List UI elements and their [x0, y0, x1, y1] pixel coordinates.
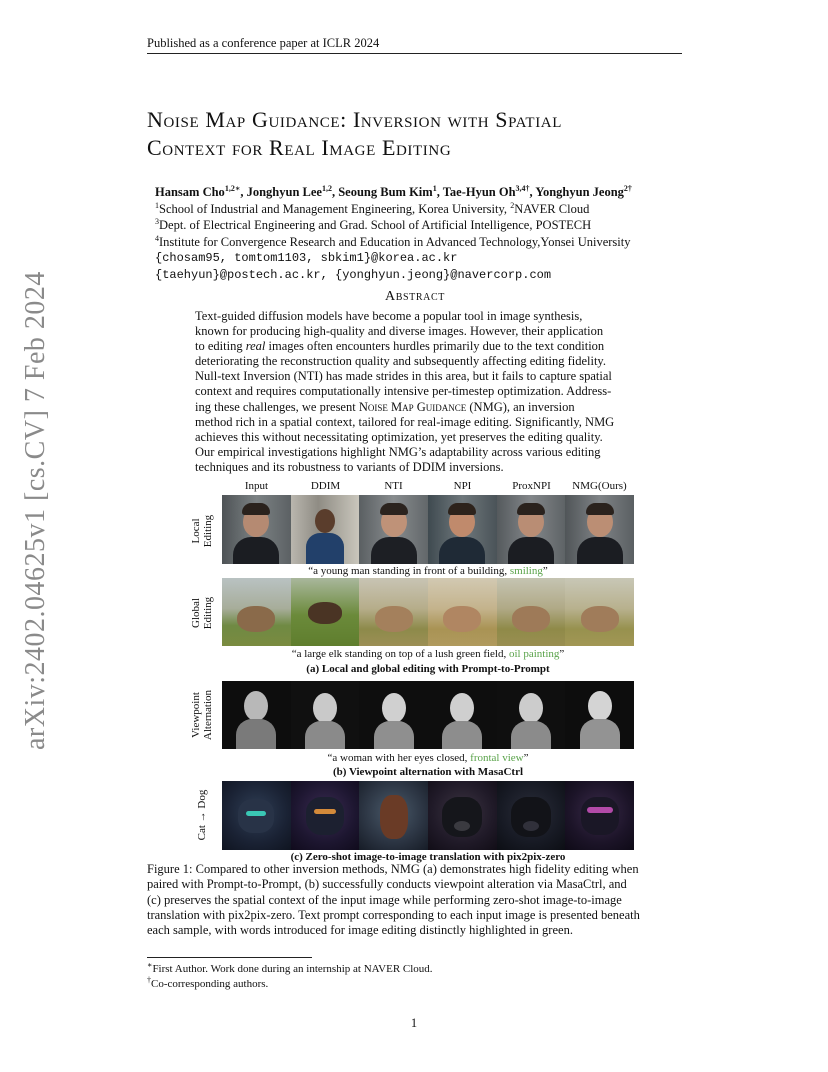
result-image-input [222, 781, 291, 850]
author-name: Seoung Bum Kim [338, 185, 433, 199]
footnotes [147, 962, 433, 992]
result-image-proxnpi [497, 495, 566, 564]
footnote-rule [147, 957, 312, 958]
abstract-line: known for producing high-quality and diverse images. However, their application [195, 324, 604, 339]
abstract-line: to editing real images often encounters hurdles primarily due to the text condition [195, 339, 605, 354]
column-header: NPI [453, 480, 472, 492]
abstract-line: Our empirical investigations highlight NMG’s adaptability across various editing [195, 444, 601, 459]
affiliation-3: $^4$Institute for Convergence Research and Education in Advanced Technology,Yonsei University [155, 233, 631, 249]
result-image-input [222, 681, 291, 749]
caption-line: Figure 1: Compared to other inversion methods, NMG (a) demonstrates high fidelity editing when [147, 862, 639, 876]
result-image-nti [359, 681, 428, 749]
arxiv-identifier: arXiv:2402.04625v1 [cs.CV] 7 Feb 2024 [20, 271, 51, 750]
result-image-input [222, 578, 291, 646]
abstract-line: techniques and its robustness to variants of DDIM inversions. [195, 459, 504, 474]
author-name: Yonghyun Jeong [535, 185, 624, 199]
footnote-corresponding: †Co-corresponding authors. [147, 975, 269, 990]
prompt-local: “a young man standing in front of a building, smiling” [308, 565, 548, 577]
caption-line: each sample, with words introduced for image editing distinctly highlighted in green. [147, 923, 573, 938]
image-row-global-editing [222, 578, 634, 646]
column-header: NMG(Ours) [572, 480, 627, 492]
caption-line: paired with Prompt-to-Prompt, (b) successfully conducts viewpoint alteration via MasaCtrl, and [147, 877, 627, 892]
prompt-global: “a large elk standing on top of a lush green field, oil painting” [291, 648, 565, 660]
result-image-nmg [565, 781, 634, 850]
affiliation-2: $^3$Dept. of Electrical Engineering and Grad. School of Artificial Intelligence, POSTECH [155, 216, 592, 232]
figure-column-headers [222, 480, 634, 494]
result-image-ddim [291, 681, 360, 749]
abstract-line: deteriorating the reconstruction quality and subsequently affecting editing fidelity. [195, 354, 606, 369]
subcaption-a: (a) Local and global editing with Prompt-to-Prompt [306, 663, 550, 675]
result-image-proxnpi [497, 681, 566, 749]
email-line-2: {taehyun}@postech.ac.kr, {yonghyun.jeong}@navercorp.com [155, 267, 552, 282]
affiliation-1: $^1$School of Industrial and Management Engineering, Korea University, $^2$NAVER Cloud [155, 200, 590, 216]
header-rule [147, 53, 682, 54]
abstract-line: context and requires computationally intensive per-timestep optimization. Address- [195, 384, 612, 399]
figure-caption [147, 862, 683, 938]
result-image-ddim [291, 578, 360, 646]
author-name: Tae-Hyun Oh [442, 185, 516, 199]
abstract-line: ing these challenges, we present Noise Map Guidance (NMG), an inversion [195, 399, 575, 414]
column-header: ProxNPI [512, 480, 551, 492]
result-image-input [222, 495, 291, 564]
caption-line: translation with pix2pix-zero. Text prompt corresponding to each input image is presented beneath [147, 907, 640, 922]
abstract-line: Text-guided diffusion models have become a popular tool in image synthesis, [195, 309, 583, 323]
column-header: DDIM [310, 480, 341, 492]
result-image-npi [428, 578, 497, 646]
result-image-ddim [291, 495, 360, 564]
image-row-cat-to-dog [222, 781, 634, 850]
author-affil-mark: 3,4† [515, 183, 530, 193]
result-image-nti [359, 781, 428, 850]
column-header: Input [244, 480, 269, 492]
author-affil-mark: 1,2 [321, 183, 332, 193]
author-name: Jonghyun Lee [246, 185, 322, 199]
abstract-line: achieves this without necessitating optimization, yet preserves the editing quality. [195, 429, 603, 444]
page-number: 1 [410, 1016, 418, 1030]
result-image-npi [428, 681, 497, 749]
result-image-npi [428, 781, 497, 850]
result-image-npi [428, 495, 497, 564]
row-label-cat-to-dog: Cat → Dog [196, 789, 208, 841]
row-label-viewpoint: Viewpoint Alternation [190, 689, 214, 741]
prompt-viewpoint: “a woman with her eyes closed, frontal view” [327, 752, 529, 764]
email-line-1: {chosam95, tomtom1103, sbkim1}@korea.ac.kr [155, 251, 458, 265]
result-image-nmg [565, 495, 634, 564]
title-line-2: Context for Real Image Editing [147, 135, 452, 160]
footnote-first-author: ∗First Author. Work done during an internship at NAVER Cloud. [147, 960, 433, 975]
title-line-1: Noise Map Guidance: Inversion with Spatial [147, 107, 562, 132]
author-names: Hansam Cho$^{1,2∗}$, Jonghyun Lee$^{1,2}$, Seoung Bum Kim$^1$, Tae-Hyun $Oh^{3,4\dagger}$, Yonghyun Jeong$^{2\dagger}$ [155, 183, 632, 199]
subcaption-b: (b) Viewpoint alternation with MasaCtrl [332, 766, 524, 778]
author-block [155, 184, 695, 283]
author-affil-mark: 1,2∗ [224, 183, 241, 193]
result-image-nmg [565, 578, 634, 646]
running-header: Published as a conference paper at ICLR 2024 [147, 36, 380, 50]
image-row-local-editing [222, 495, 634, 564]
author-affil-mark: 2† [623, 183, 632, 193]
result-image-nmg [565, 681, 634, 749]
image-row-viewpoint [222, 681, 634, 749]
author-name: Hansam Cho [155, 185, 225, 199]
row-label-local: Local Editing [190, 514, 214, 548]
result-image-nti [359, 578, 428, 646]
abstract-line: Null-text Inversion (NTI) has made strides in this area, but it fails to capture spatial [195, 369, 612, 384]
result-image-proxnpi [497, 781, 566, 850]
subcaption-c: (c) Zero-shot image-to-image translation with pix2pix-zero [290, 851, 566, 863]
result-image-ddim [291, 781, 360, 850]
row-label-global: Global Editing [190, 596, 214, 630]
abstract-body [195, 309, 635, 475]
abstract-line: method rich in a spatial context, tailored for real-image editing. Significantly, NMG [195, 414, 615, 429]
result-image-nti [359, 495, 428, 564]
caption-line: (c) preserves the spatial context of the input image while performing zero-shot image-to-image [147, 892, 622, 907]
paper-title [147, 106, 707, 162]
result-image-proxnpi [497, 578, 566, 646]
author-affil-mark: 1 [432, 183, 437, 193]
column-header: NTI [384, 480, 403, 492]
abstract-heading: Abstract [385, 289, 445, 304]
